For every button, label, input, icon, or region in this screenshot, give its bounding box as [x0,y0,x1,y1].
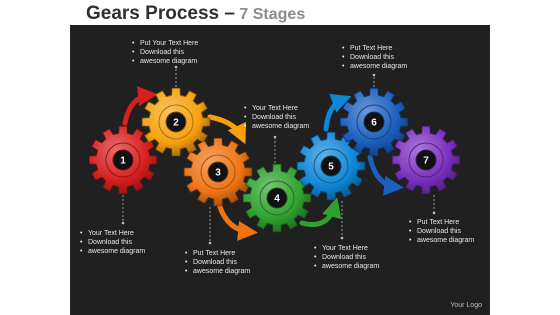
caption-stage-2 [132,39,198,66]
leader-dot [122,222,125,225]
caption-line: • awesome diagram [80,247,145,256]
leader-dot [274,136,277,139]
caption-stage-4 [244,104,309,131]
leader-dot [373,74,376,77]
stage-number: 6 [371,117,377,129]
stage-number: 5 [328,161,334,173]
stage-number: 2 [173,117,179,129]
caption-line: • Your Text Here [244,104,309,113]
logo-text: Your Logo [450,302,482,309]
stage-number: 7 [423,155,429,167]
caption-line: • awesome diagram [314,262,379,271]
caption-line: • Put Text Here [342,44,407,53]
diagram-title [86,2,305,26]
caption-stage-7 [409,218,474,245]
caption-stage-5 [314,244,379,271]
caption-line: • Download this [185,258,250,267]
connector-arrow [302,205,335,225]
caption-stage-3 [185,249,250,276]
leader-dot [341,237,344,240]
gears-diagram [70,25,490,315]
caption-line: • Download this [244,113,309,122]
caption-stage-6 [342,44,407,71]
caption-line: • Your Text Here [80,229,145,238]
stage-number: 4 [274,193,280,205]
stage-number: 1 [120,155,126,167]
title-main: Gears Process – [86,3,235,24]
caption-line: • awesome diagram [409,236,474,245]
caption-line: • Download this [409,227,474,236]
caption-line: • Download this [132,48,198,57]
title-sub: 7 Stages [239,6,306,23]
diagram-panel [70,25,490,315]
caption-line: • Download this [80,238,145,247]
caption-line: • Download this [314,253,379,262]
caption-line: • awesome diagram [132,57,198,66]
connector-arrow [210,117,242,137]
caption-line: • awesome diagram [185,267,250,276]
leader-dot [209,242,212,245]
caption-line: • Download this [342,53,407,62]
gear-stage-5 [297,132,365,200]
caption-line: • awesome diagram [244,122,309,131]
caption-line: • Put Your Text Here [132,39,198,48]
caption-line: • Put Text Here [185,249,250,258]
connector-arrow [220,207,250,232]
caption-line: • awesome diagram [342,62,407,71]
leader-dot [433,212,436,215]
stage-number: 3 [215,167,221,179]
caption-line: • Put Text Here [409,218,474,227]
caption-line: • Your Text Here [314,244,379,253]
leader-dot [175,66,178,69]
caption-stage-1 [80,229,145,256]
